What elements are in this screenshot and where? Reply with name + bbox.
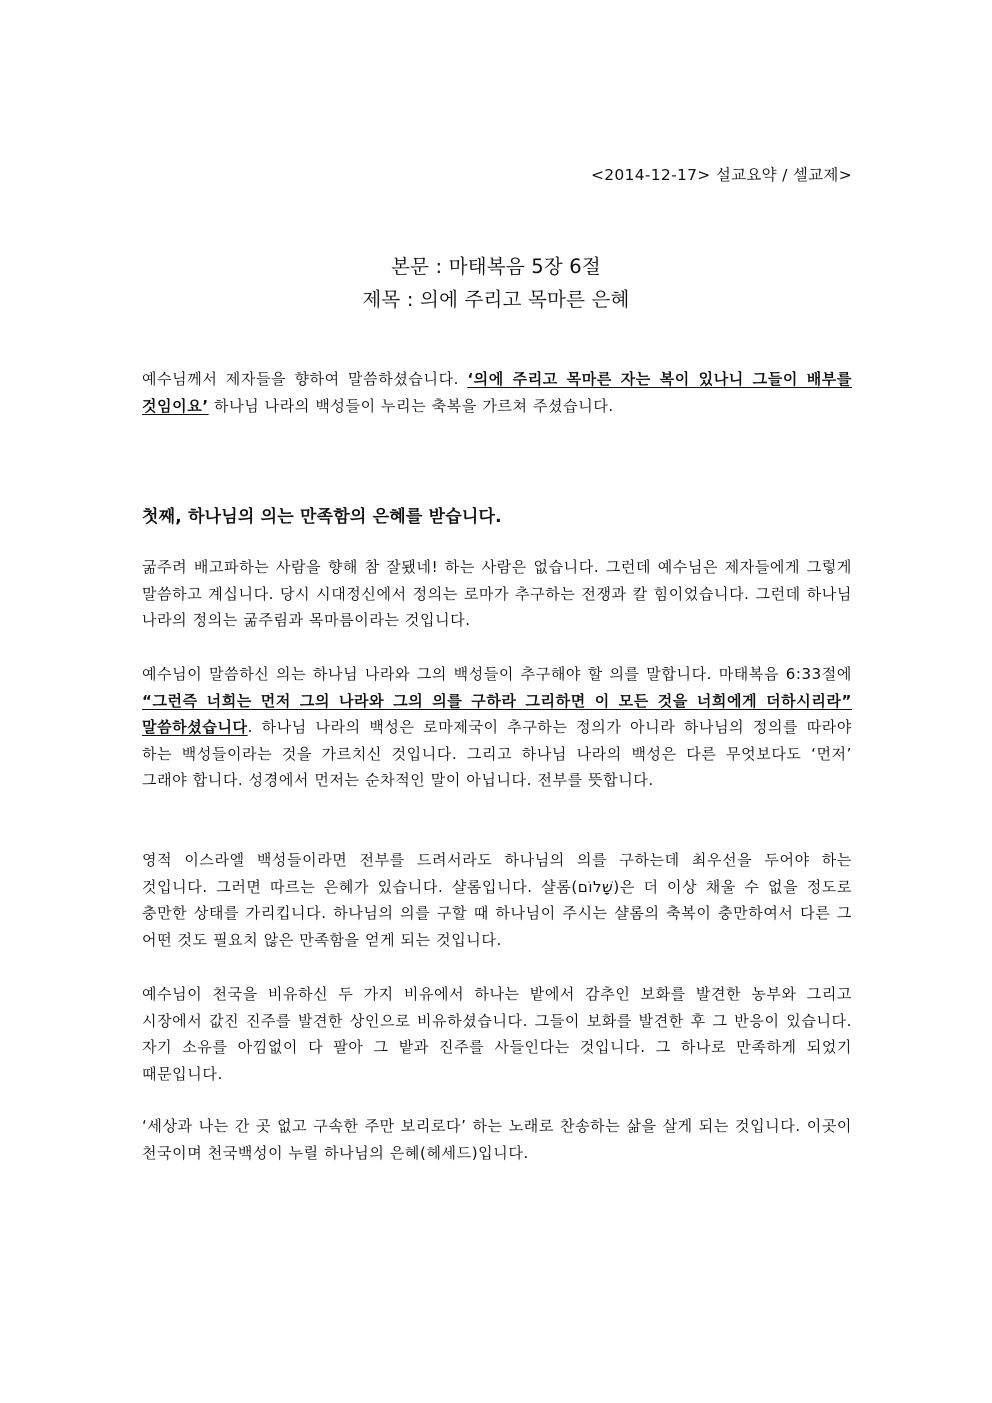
paragraph-4: 예수님이 천국을 비유하신 두 가지 비유에서 하나는 밭에서 감추인 보화를 발견한 농부와 그리고 시장에서 값진 진주를 발견한 상인으로 비유하셨습니다. 그들이 보화를 발견한 후 그 반응이 있습니다. 자기 소유를 아낌없이 다 팔아 그 밭과 진주를 사들인다는 것입니다. 그 하나로 만족하게 되었기 때문입니다. [142,985,852,1083]
paragraph-3-text-before: 영적 이스라엘 백성들이라면 전부를 드려서라도 하나님의 의를 구하는데 최우선을 두어야 하는 것입니다. 그러면 따르는 은혜가 있습니다. 샬롬입니다. 샬롬( [142,851,852,896]
sermon-title: 제목 : 의에 주리고 목마른 은혜 [362,288,630,311]
paragraph-1: 굶주려 배고파하는 사람을 향해 참 잘됐네! 하는 사람은 없습니다. 그런데 예수님은 제자들에게 그렇게 말씀하고 계십니다. 당시 시대정신에서 정의는 로마가 추구하는 전쟁과 칼 힘이었습니다. 그런데 하나님 나라의 정의는 굶주림과 목마름이라는 것입니다. [142,558,852,629]
intro-text-before: 예수님께서 제자들을 향하여 말씀하셨습니다. [142,370,468,388]
intro-quote: ‘의에 주리고 목마른 자는 복이 있나니 그들이 배부를 것임이요’ [142,370,852,415]
date-header: <2014-12-17> 설교요약 / 셀교제> [590,166,852,184]
paragraph-2-text-before: 예수님이 말씀하신 의는 하나님 나라와 그의 백성들이 추구해야 할 의를 말합니다. 마태복음 6:33절에 [142,665,852,683]
hebrew-shalom: שָׁלוֹם [577,877,614,896]
intro-paragraph [142,366,852,419]
intro-text-after: 하나님 나라의 백성들이 누리는 축복을 가르쳐 주셨습니다. [208,396,614,415]
paragraph-5: ‘세상과 나는 간 곳 없고 구속한 주만 보리로다’ 하는 노래로 찬송하는 삶을 살게 되는 것입니다. 이곳이 천국이며 천국백성이 누릴 하나님의 은혜(헤세드)입니다. [142,1117,852,1162]
paragraph-3 [142,847,852,953]
title-block [0,250,992,316]
section-heading: 첫째, 하나님의 의는 만족함의 은혜를 받습니다. [142,507,502,527]
scripture-reference: 본문 : 마태복음 5장 6절 [391,255,601,278]
paragraph-2-text-after: . 하나님 나라의 백성은 로마제국이 추구하는 정의가 아니라 하나님의 정의를 따라야 하는 백성들이라는 것을 가르치신 것입니다. 그리고 하나님 나라의 백성은 다른 무엇보다도 ‘먼저’ 그래야 합니다. 성경에서 먼저는 순차적인 말이 아닙니다. 전부를 뜻합니다. [142,718,852,789]
paragraph-2-quote: “그런즉 너희는 먼저 그의 나라와 그의 의를 구하라 그리하면 이 모든 것을 너희에게 더하시리라” 말씀하셨습니다 [142,691,852,736]
paragraph-2 [142,661,852,794]
paragraph-3-text-after: )은 더 이상 채울 수 없을 정도로 충만한 상태를 가리킵니다. 하나님의 의를 구할 때 하나님이 주시는 샬롬의 축복이 충만하여서 다른 그 어떤 것도 필요치 않은 만족함을 얻게 되는 것입니다. [142,877,852,949]
